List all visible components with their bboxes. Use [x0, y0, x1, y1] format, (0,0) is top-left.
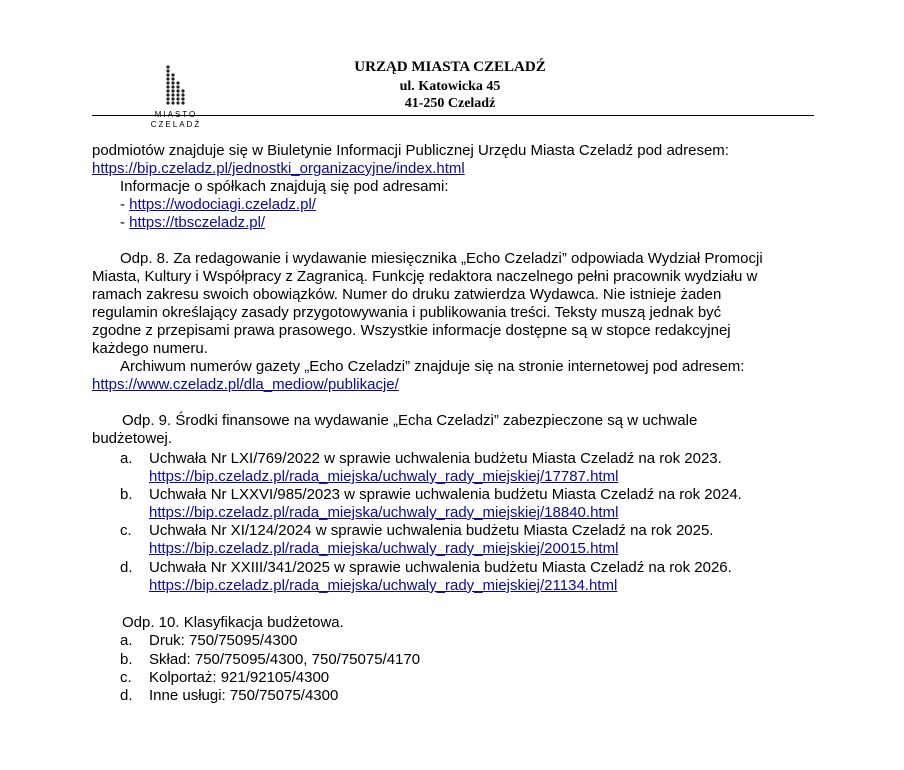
- list-marker: a.: [120, 632, 133, 649]
- header-divider: [92, 115, 814, 116]
- city-logo: [140, 64, 212, 134]
- paragraph-line: podmiotów znajduje się w Biuletynie Informacji Publicznej Urzędu Miasta Czeladź pod adresem:: [92, 142, 729, 159]
- resolution-text: Uchwała Nr LXXVI/985/2023 w sprawie uchwalenia budżetu Miasta Czeladź na rok 2024.: [149, 486, 742, 503]
- dash: -: [120, 196, 130, 213]
- resolution-text: Uchwała Nr LXI/769/2022 w sprawie uchwalenia budżetu Miasta Czeladź na rok 2023.: [149, 450, 722, 467]
- list-marker: c.: [120, 669, 132, 686]
- list-marker: a.: [120, 450, 133, 467]
- odp8-line: zgodne z przepisami prawa prasowego. Wszystkie informacje dostępne są w stopce redakcyjnej: [92, 322, 731, 339]
- odp8-line: Miasta, Kultury i Współpracy z Zagranicą. Funkcję redaktora naczelnego pełni pracownik wydziału w: [92, 268, 758, 285]
- bip-units-link[interactable]: https://bip.czeladz.pl/jednostki_organizacyjne/index.html: [92, 160, 465, 177]
- office-title: URZĄD MIASTA CZELADŹ: [354, 59, 546, 75]
- resolution-link[interactable]: https://bip.czeladz.pl/rada_miejska/uchwaly_rady_miejskiej/20015.html: [149, 540, 619, 557]
- tbs-link[interactable]: https://tbsczeladz.pl/: [129, 214, 266, 231]
- logo-text-miasto: MIASTO: [154, 110, 198, 119]
- resolution-link[interactable]: https://bip.czeladz.pl/rada_miejska/uchwaly_rady_miejskiej/17787.html: [149, 468, 619, 485]
- odp10-title: Odp. 10. Klasyfikacja budżetowa.: [122, 614, 344, 631]
- list-marker: d.: [120, 687, 133, 704]
- odp9-line: budżetowej.: [92, 430, 173, 447]
- companies-info-line: Informacje o spółkach znajdują się pod adresami:: [120, 178, 449, 195]
- archive-line: Archiwum numerów gazety „Echo Czeladzi” znajduje się na stronie internetowej pod adresem:: [120, 358, 745, 375]
- classification-item: Inne usługi: 750/75075/4300: [149, 687, 339, 704]
- resolution-link[interactable]: https://bip.czeladz.pl/rada_miejska/uchwaly_rady_miejskiej/18840.html: [149, 504, 619, 521]
- bip-units-link-line: [92, 160, 465, 178]
- resolution-text: Uchwała Nr XXIII/341/2025 w sprawie uchwalenia budżetu Miasta Czeladź na rok 2026.: [149, 559, 732, 576]
- resolution-link[interactable]: https://bip.czeladz.pl/rada_miejska/uchwaly_rady_miejskiej/21134.html: [149, 577, 618, 594]
- archive-link-line: [92, 376, 399, 394]
- wodociagi-link[interactable]: https://wodociagi.czeladz.pl/: [129, 196, 316, 213]
- odp8-line: Odp. 8. Za redagowanie i wydawanie miesięcznika „Echo Czeladzi” odpowiada Wydział Promocji: [120, 250, 763, 267]
- list-marker: b.: [120, 651, 133, 668]
- odp8-line: każdego numeru.: [92, 340, 208, 357]
- list-marker: b.: [120, 486, 133, 503]
- city-logo-icon: [160, 64, 192, 108]
- odp8-line: regulamin określający zasady przygotowywania i publikowania treści. Teksty muszą jednak być: [92, 304, 722, 321]
- resolution-link-line: [149, 540, 618, 558]
- odp8-line: ramach zakresu swoich obowiązków. Numer do druku zatwierdza Wydawca. Nie istnieje żaden: [92, 286, 722, 303]
- classification-item: Skład: 750/75095/4300, 750/75075/4170: [149, 651, 421, 668]
- resolution-text: Uchwała Nr XI/124/2024 w sprawie uchwalenia budżetu Miasta Czeladź na rok 2025.: [149, 522, 714, 539]
- office-street: ul. Katowicka 45: [399, 79, 501, 94]
- odp9-line: Odp. 9. Środki finansowe na wydawanie „Echa Czeladzi” zabezpieczone są w uchwale: [122, 412, 698, 429]
- logo-text-czeladz: CZELADŹ: [150, 120, 202, 129]
- office-city: 41-250 Czeladź: [404, 96, 496, 111]
- resolution-link-line: [149, 504, 618, 522]
- archive-link[interactable]: https://www.czeladz.pl/dla_mediow/publikacje/: [92, 376, 399, 393]
- resolution-link-line: [149, 577, 617, 595]
- classification-item: Druk: 750/75095/4300: [149, 632, 298, 649]
- list-marker: c.: [120, 522, 132, 539]
- classification-item: Kolportaż: 921/92105/4300: [149, 669, 330, 686]
- company-link-line-2: [120, 214, 265, 232]
- dash: -: [120, 214, 130, 231]
- list-marker: d.: [120, 559, 133, 576]
- resolution-link-line: [149, 468, 618, 486]
- company-link-line-1: [120, 196, 316, 214]
